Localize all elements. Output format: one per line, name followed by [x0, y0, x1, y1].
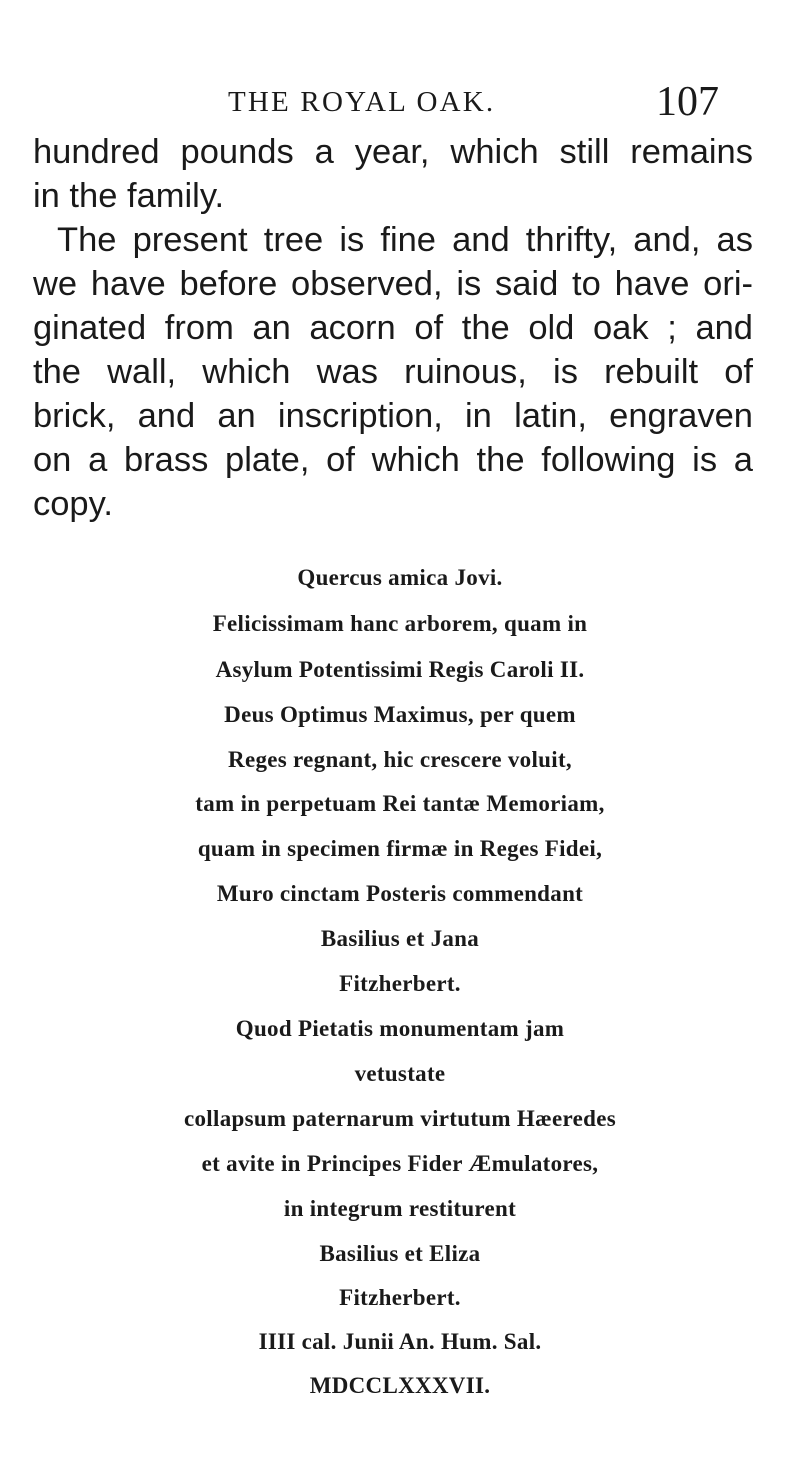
body-line: in the family. — [33, 177, 225, 215]
inscription-line: Quercus amica Jovi. — [297, 565, 503, 590]
body-line: we have before observed, is said to have ori- — [33, 265, 753, 303]
inscription-line: Asylum Potentissimi Regis Caroli II. — [215, 657, 585, 682]
body-line: ginated from an acorn of the old oak ; and — [33, 309, 753, 347]
inscription-line: Basilius et Jana — [320, 926, 480, 951]
inscription-line: MDCCLXXXVII. — [309, 1373, 491, 1398]
page-number: 107 — [656, 79, 719, 125]
body-line: copy. — [33, 485, 113, 523]
inscription-line: collapsum paternarum virtutum Hæeredes — [184, 1106, 616, 1131]
inscription-line: Quod Pietatis monumentam jam — [235, 1016, 565, 1041]
inscription-line: et avite in Principes Fider Æmulatores, — [201, 1151, 599, 1176]
inscription-line: Fitzherbert. — [339, 971, 461, 996]
inscription-line: Deus Optimus Maximus, per quem — [224, 702, 576, 727]
inscription-line: in integrum restiturent — [283, 1196, 517, 1221]
inscription-line: tam in perpetuam Rei tantæ Memoriam, — [195, 791, 605, 816]
body-paragraph — [33, 130, 753, 526]
inscription-line: Reges regnant, hic crescere voluit, — [228, 747, 572, 772]
body-line: the wall, which was ruinous, is rebuilt of — [33, 353, 753, 391]
inscription-line: Basilius et Eliza — [319, 1241, 481, 1266]
inscription-line: quam in specimen firmæ in Reges Fidei, — [197, 836, 603, 861]
inscription-line: IIII cal. Junii An. Hum. Sal. — [258, 1329, 542, 1354]
inscription-line: Felicissimam hanc arborem, quam in — [212, 611, 588, 636]
body-line: The present tree is fine and thrifty, and, as — [57, 221, 753, 259]
body-line: on a brass plate, of which the following is a — [33, 441, 753, 479]
body-line: hundred pounds a year, which still remains — [33, 133, 753, 171]
inscription-line: vetustate — [354, 1061, 446, 1086]
inscription-line: Fitzherbert. — [339, 1285, 461, 1310]
body-line: brick, and an inscription, in latin, engraven — [33, 397, 753, 435]
inscription-line: Muro cinctam Posteris commendant — [216, 881, 584, 906]
running-head: THE ROYAL OAK. — [228, 86, 496, 118]
